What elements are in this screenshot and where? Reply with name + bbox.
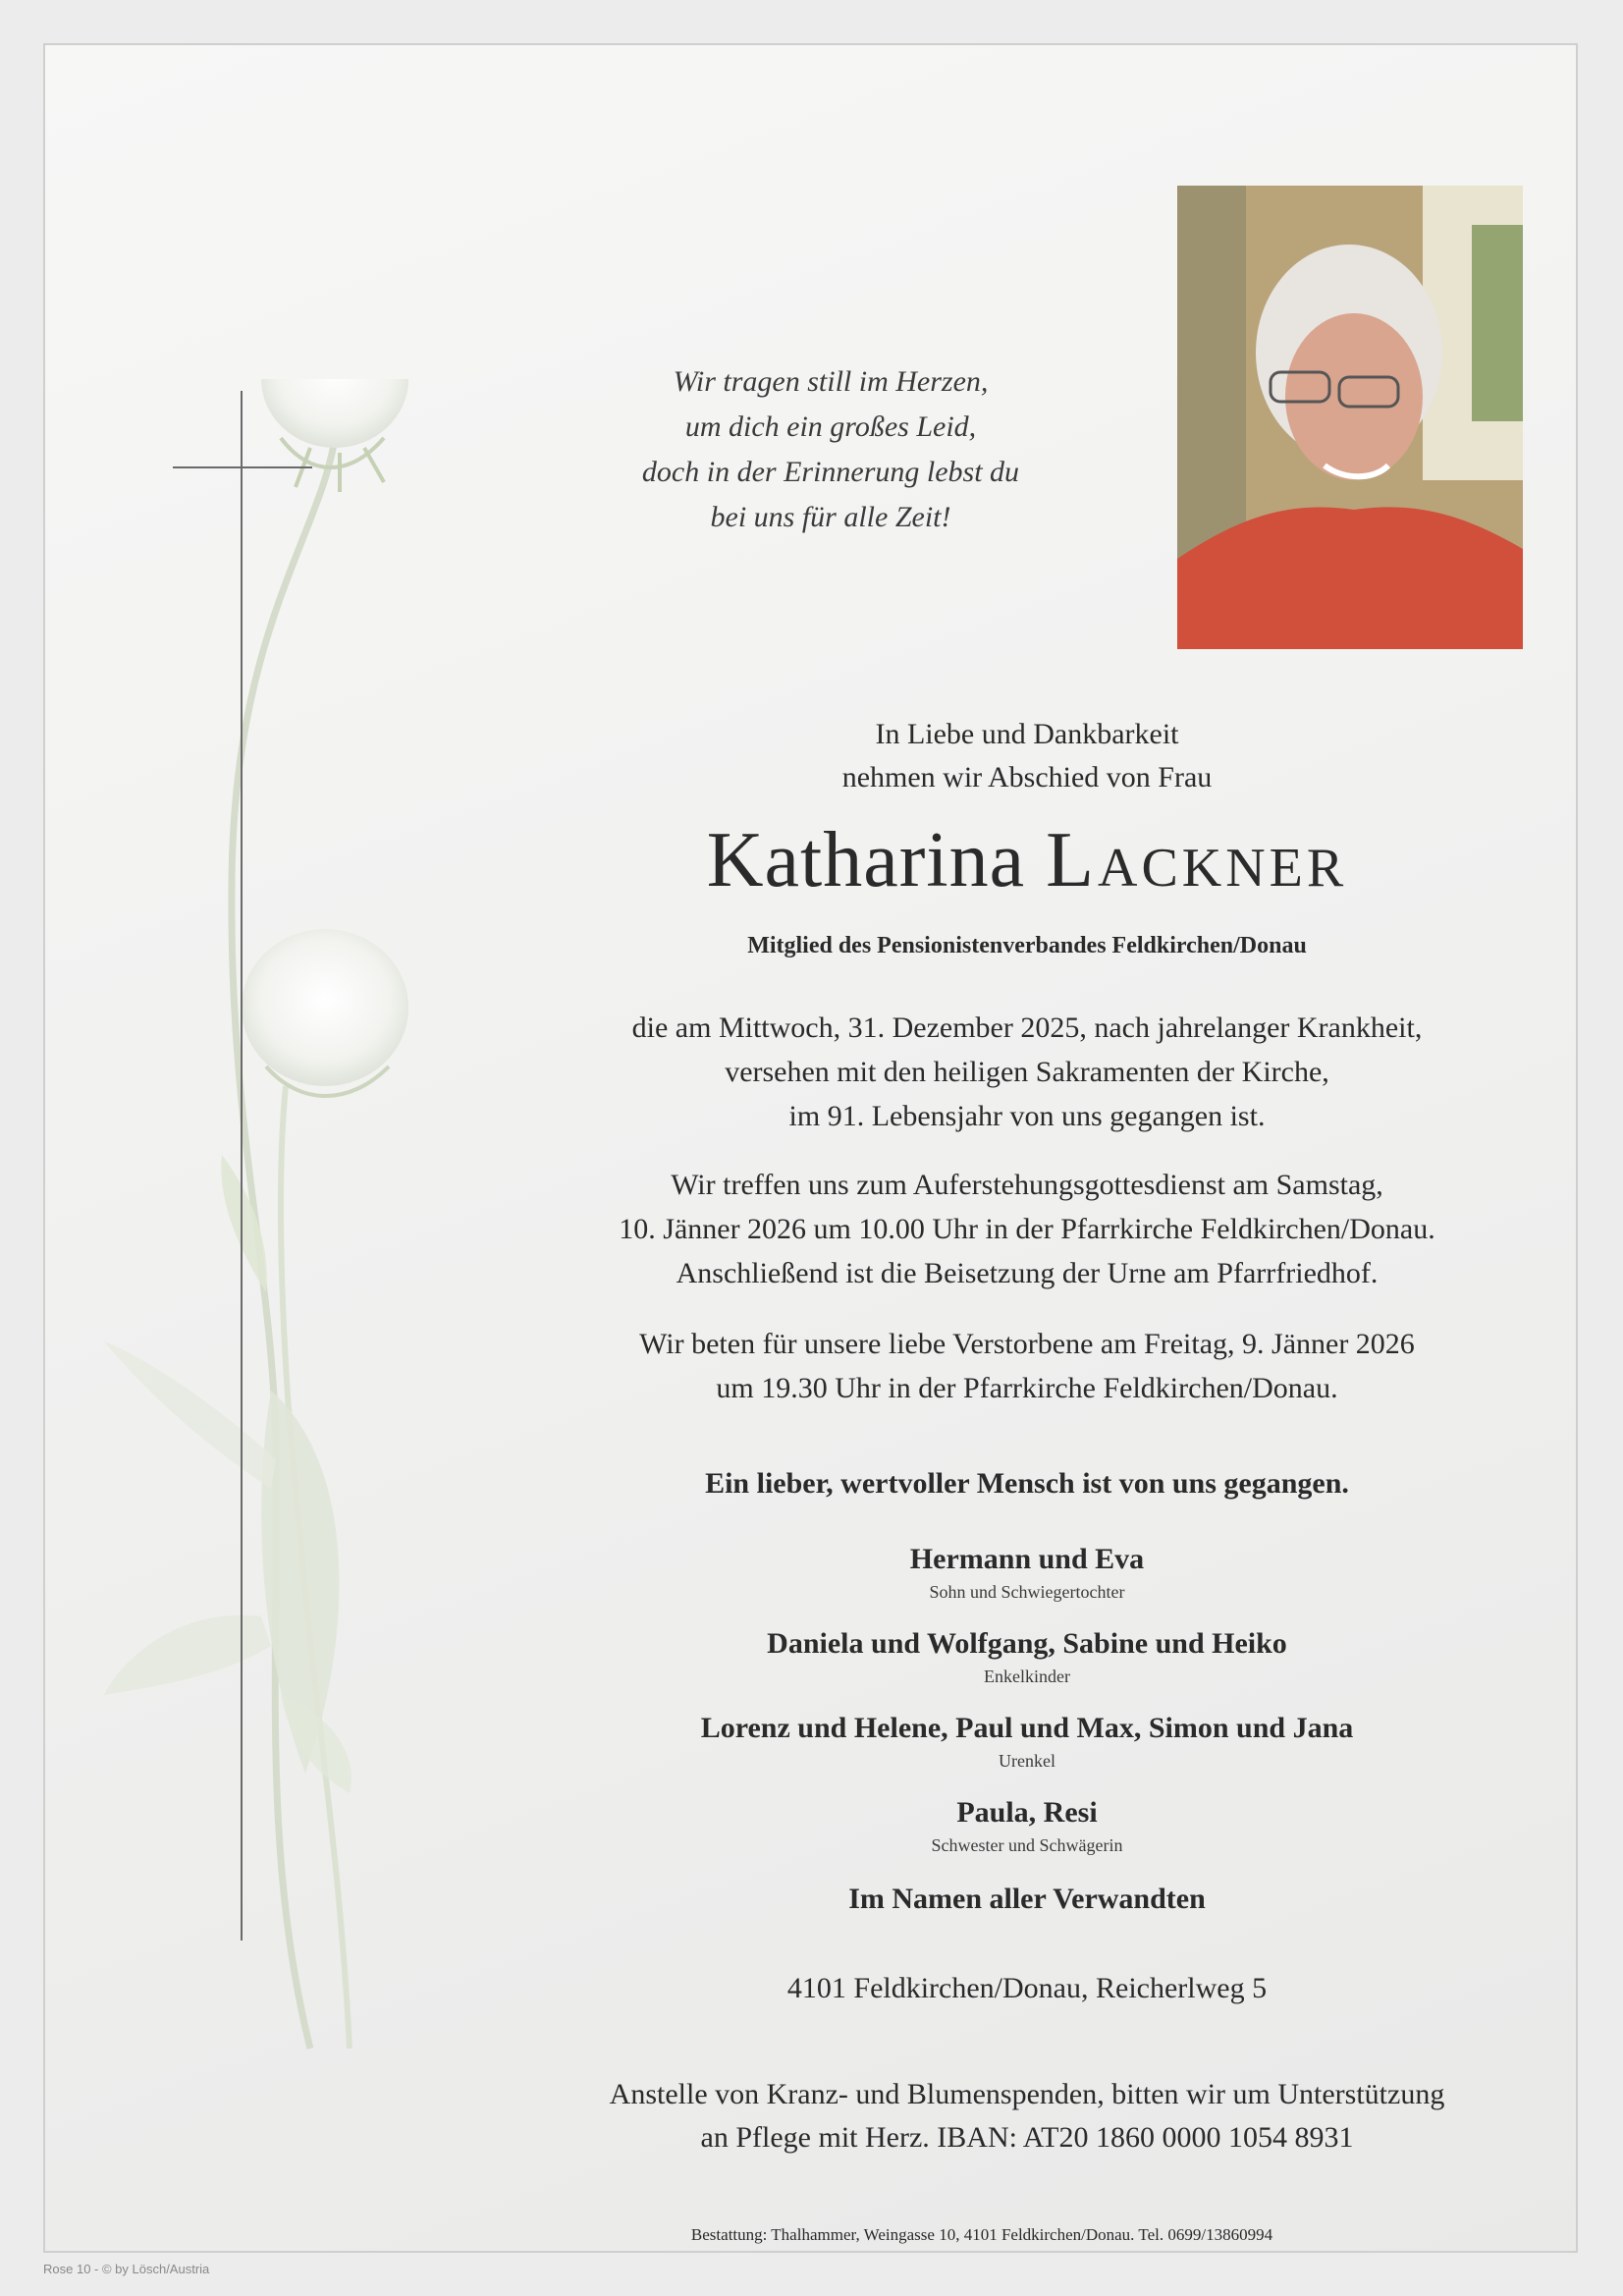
leaf [221,1155,266,1292]
quote-line: um dich ein großes Leid, [684,410,977,443]
rose-upper [261,379,408,448]
deceased-name [556,811,1498,909]
family-relation: Schwester und Schwägerin [931,1835,1123,1855]
leaf [104,1615,271,1695]
service-info [556,1163,1498,1295]
donation-line: Anstelle von Kranz- und Blumenspenden, bitten wir um Unterstützung [609,2078,1445,2110]
family-names: Hermann und Eva [909,1543,1145,1575]
notice-line: versehen mit den heiligen Sakramenten der Kirche, [725,1056,1329,1088]
service-line: 10. Jänner 2026 um 10.00 Uhr in der Pfarrkirche Feldkirchen/Donau. [619,1213,1435,1245]
obituary-sheet [43,43,1578,2253]
funeral-home-footer: Bestattung: Thalhammer, Weingasse 10, 4101 Feldkirchen/Donau. Tel. 0699/13860994 [690,2225,1273,2244]
relatives-line: Im Namen aller Verwandten [848,1883,1206,1915]
address: 4101 Feldkirchen/Donau, Reicherlweg 5 [786,1972,1268,2004]
notice-line: im 91. Lebensjahr von uns gegangen ist. [788,1100,1266,1132]
family-group [556,1709,1498,1774]
design-credit: Rose 10 - © by Lösch/Austria [43,2262,210,2276]
family-relation: Urenkel [999,1751,1055,1771]
prayer-info [556,1322,1498,1410]
family-group [556,1540,1498,1605]
leaf [104,1341,276,1489]
first-name: Katharina [706,817,1026,903]
quote-line: doch in der Erinnerung lebst du [641,456,1020,488]
last-name: Lackner [1046,817,1348,903]
notice-line: die am Mittwoch, 31. Dezember 2025, nach jahrelanger Krankheit, [631,1011,1423,1044]
family-names: Daniela und Wolfgang, Sabine und Heiko [767,1627,1287,1660]
intro-line: In Liebe und Dankbarkeit [875,718,1179,750]
donation-line: an Pflege mit Herz. IBAN: AT20 1860 0000 1054 8931 [700,2121,1354,2154]
family-names: Paula, Resi [956,1796,1098,1829]
service-line: Anschließend ist die Beisetzung der Urne am Pfarrfriedhof. [676,1257,1379,1289]
motto: Ein lieber, wertvoller Mensch ist von uns gegangen. [705,1467,1349,1500]
family-group [556,1793,1498,1858]
service-line: Wir treffen uns zum Auferstehungsgottesdienst am Samstag, [671,1169,1383,1201]
portrait-photo [1177,186,1523,649]
quote-line: bei uns für alle Zeit! [710,501,951,533]
family-relation: Sohn und Schwiegertochter [929,1582,1125,1602]
rose-lower [242,929,408,1086]
prayer-line: Wir beten für unsere liebe Verstorbene am Freitag, 9. Jänner 2026 [639,1328,1415,1360]
death-notice [556,1006,1498,1138]
intro-line: nehmen wir Abschied von Frau [841,761,1213,793]
prayer-line: um 19.30 Uhr in der Pfarrkirche Feldkirchen/Donau. [716,1372,1338,1404]
donation-note [556,2073,1498,2159]
family-names: Lorenz und Helene, Paul und Max, Simon und Jana [700,1712,1354,1744]
family-group [556,1624,1498,1689]
roses-cross-decoration [104,379,516,2078]
membership-line: Mitglied des Pensionistenverbandes Feldkirchen/Donau [747,933,1307,958]
memorial-quote [575,359,1086,540]
family-relation: Enkelkinder [984,1667,1070,1686]
quote-line: Wir tragen still im Herzen, [673,365,989,398]
intro-text [556,713,1498,799]
